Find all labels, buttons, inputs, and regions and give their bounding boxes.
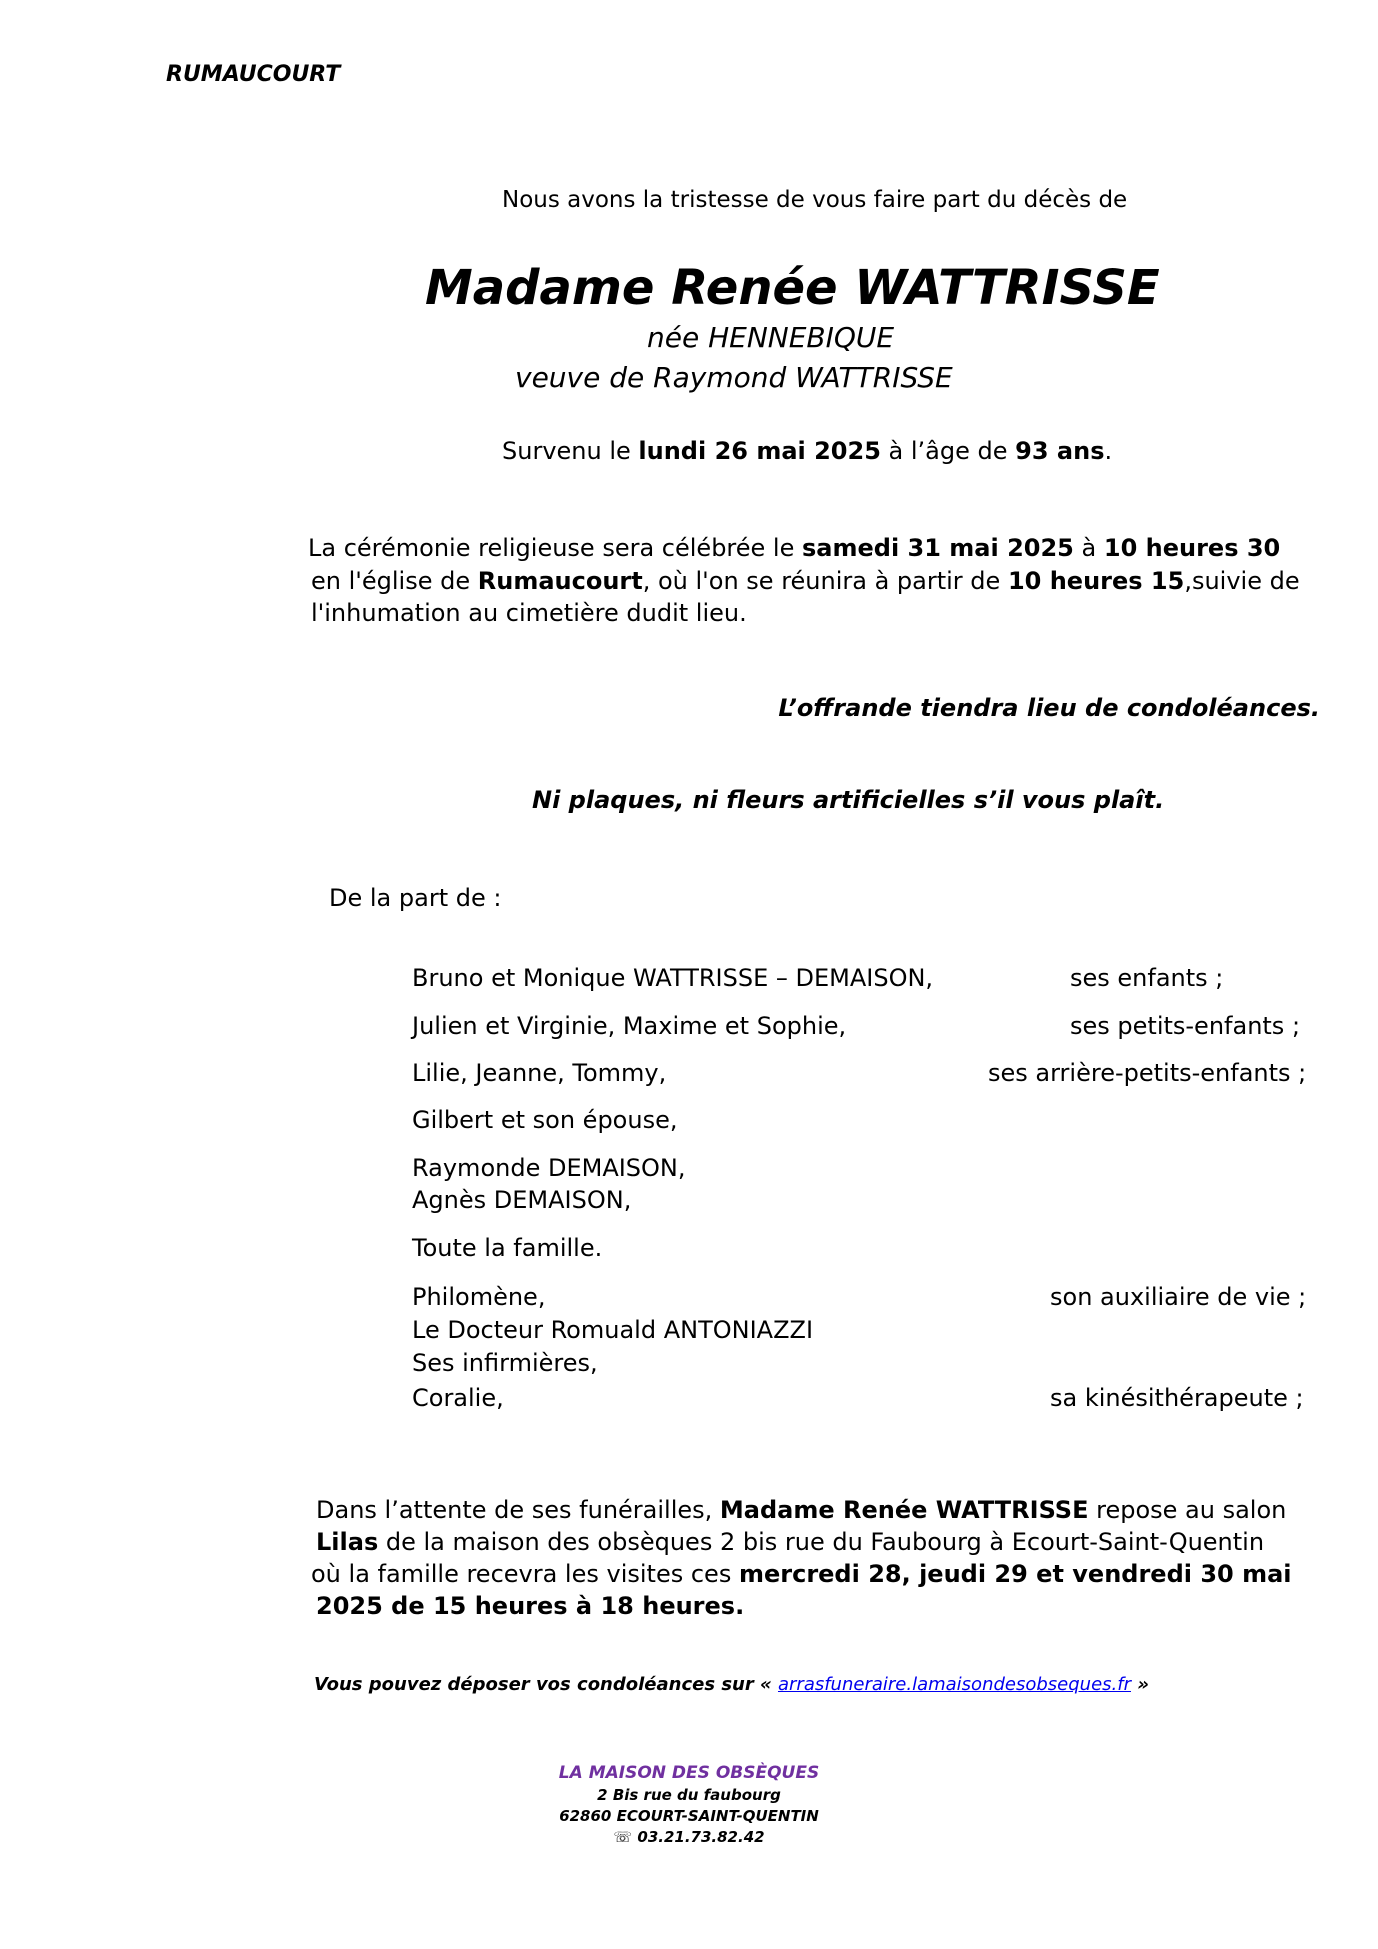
gathering-time: 10 heures 15 (1007, 567, 1185, 595)
company-name: LA MAISON DES OBSÈQUES (558, 1763, 820, 1783)
family-name: Le Docteur Romuald ANTONIAZZI (412, 1316, 814, 1344)
condolences-text: Vous pouvez déposer vos condoléances sur « (314, 1674, 772, 1695)
ceremony-text: La cérémonie religieuse sera célébrée le (308, 534, 795, 562)
death-date: lundi 26 mai 2025 (638, 437, 881, 465)
death-age: 93 ans (1015, 437, 1105, 465)
ceremony-time: 10 heures 30 (1103, 534, 1281, 562)
rest-text: repose au salon (1096, 1496, 1287, 1524)
ceremony-date: samedi 31 mai 2025 (802, 534, 1074, 562)
family-name: Bruno et Monique WATTRISSE – DEMAISON, (412, 964, 934, 992)
ceremony-text: à (1081, 534, 1097, 562)
family-name: Gilbert et son épouse, (412, 1106, 678, 1134)
deceased-name: Madame Renée WATTRISSE (425, 260, 1160, 316)
ceremony-line-2 (311, 565, 1300, 597)
widow-line: veuve de Raymond WATTRISSE (515, 361, 953, 394)
rest-text: de la maison des obsèques 2 bis rue du Faubourg à Ecourt-Saint-Quentin (385, 1528, 1265, 1556)
rest-text: où la famille recevra les visites ces (311, 1560, 732, 1588)
family-name: Lilie, Jeanne, Tommy, (412, 1059, 667, 1087)
phone-number: 03.21.73.82.42 (637, 1828, 765, 1846)
family-relation: sa kinésithérapeute ; (1050, 1384, 1304, 1412)
company-phone (489, 1827, 889, 1847)
rest-name: Madame Renée WATTRISSE (719, 1496, 1089, 1524)
family-name: Julien et Virginie, Maxime et Sophie, (412, 1012, 847, 1040)
phone-icon: ☏ (613, 1828, 633, 1846)
flowers-notice: Ni plaques, ni fleurs artificielles s’il vous plaît. (532, 786, 1165, 814)
death-end: . (1104, 437, 1113, 465)
ceremony-text: en l'église de (311, 567, 471, 595)
ceremony-line-1 (308, 532, 1280, 564)
offering-notice: L’offrande tiendra lieu de condoléances. (778, 694, 1320, 722)
family-name: Coralie, (412, 1384, 504, 1412)
ceremony-place: Rumaucourt (477, 567, 643, 595)
rest-text: Dans l’attente de ses funérailles, (316, 1496, 713, 1524)
family-name: Raymonde DEMAISON, (412, 1154, 686, 1182)
death-prefix: Survenu le (502, 437, 631, 465)
family-relation: ses arrière-petits-enfants ; (988, 1059, 1307, 1087)
maiden-name: née HENNEBIQUE (647, 321, 895, 354)
family-name: Ses infirmières, (412, 1349, 598, 1377)
family-intro: De la part de : (329, 884, 502, 912)
company-street: 2 Bis rue du faubourg (597, 1786, 781, 1804)
visit-dates: mercredi 28, jeudi 29 et vendredi 30 mai (738, 1560, 1292, 1588)
ceremony-line-3: l'inhumation au cimetière dudit lieu. (311, 599, 747, 627)
ceremony-text: , où l'on se réunira à partir de (642, 567, 1001, 595)
ceremony-text: ,suivie de (1184, 567, 1300, 595)
rest-line-3 (311, 1558, 1292, 1590)
family-name: Toute la famille. (412, 1234, 603, 1262)
visit-hours: 2025 de 15 heures à 18 heures. (316, 1592, 745, 1620)
condolences-text: » (1137, 1674, 1149, 1695)
family-name: Agnès DEMAISON, (412, 1186, 632, 1214)
condolences-link[interactable]: arrasfuneraire.lamaisondesobseques.fr (777, 1674, 1131, 1695)
condolences-line (314, 1673, 1149, 1697)
company-city: 62860 ECOURT-SAINT-QUENTIN (559, 1807, 819, 1825)
town-header: RUMAUCOURT (166, 62, 341, 87)
family-relation: son auxiliaire de vie ; (1050, 1283, 1307, 1311)
salon-name: Lilas (316, 1528, 379, 1556)
death-mid: à l’âge de (888, 437, 1008, 465)
family-relation: ses enfants ; (1070, 964, 1224, 992)
rest-line-1 (316, 1494, 1286, 1526)
intro-line: Nous avons la tristesse de vous faire part du décès de (502, 187, 1128, 213)
family-name: Philomène, (412, 1283, 546, 1311)
family-relation: ses petits-enfants ; (1070, 1012, 1301, 1040)
rest-line-2 (316, 1526, 1264, 1558)
death-line (502, 435, 1112, 467)
